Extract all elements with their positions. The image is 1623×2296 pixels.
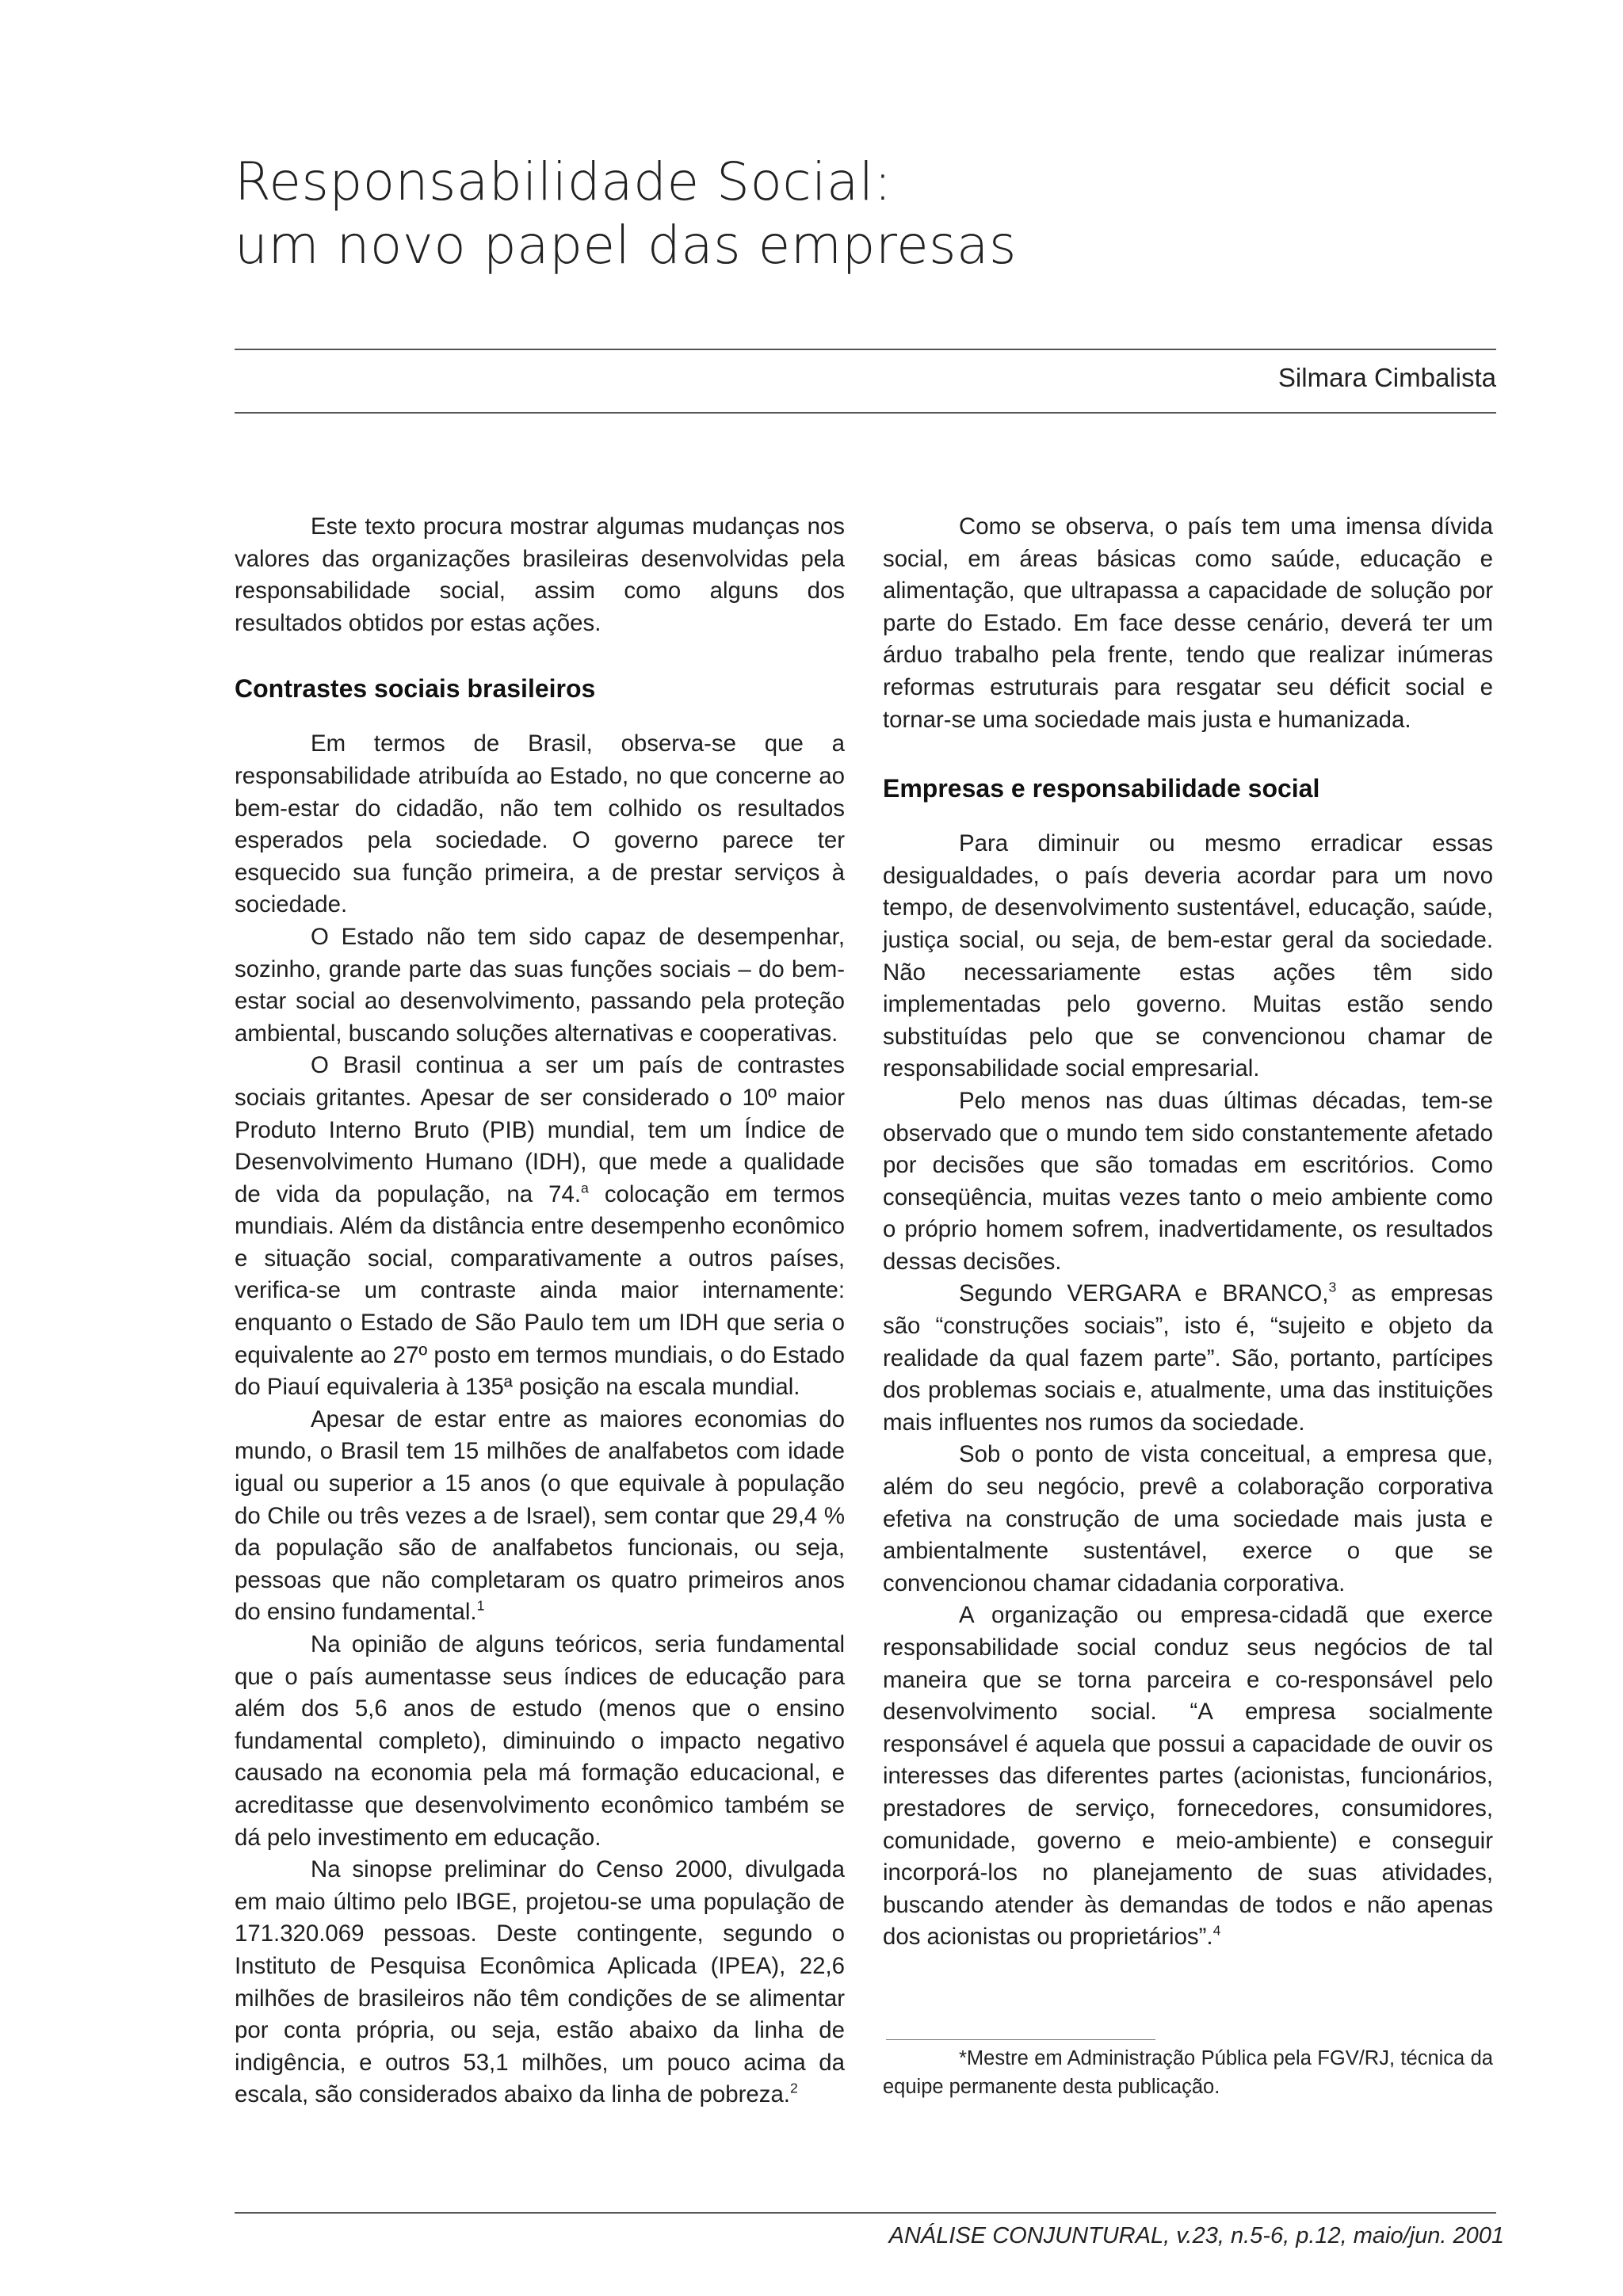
ordinal-superscript: a [580, 1180, 589, 1196]
paragraph-text: as empresas são “construções sociais”, isto é, “sujeito e objeto da realidade da qual fazem parte”. São, portanto, partícipes dos problemas sociais e, atualmente, uma das instituições mais influentes nos rumos da sociedade. [883, 1280, 1494, 1436]
title-line-2: um novo papel das empresas [235, 215, 1017, 276]
footnote-ref: 1 [476, 1597, 485, 1614]
footnote-ref: 2 [789, 2080, 798, 2096]
article-title [235, 151, 1503, 277]
paragraph-text: O Brasil continua a ser um país de contrastes sociais gritantes. Apesar de ser considerado o 10º maior Produto Interno Bruto (PIB) mundial, tem um Índice de Desenvolvimento Humano (IDH), que mede a qualidade de vida da população, na 74. [235, 1052, 845, 1207]
paragraph [235, 1050, 845, 1404]
paragraph-text: A organização ou empresa-cidadã que exerce responsabilidade social conduz seus negócios de tal maneira que se torna parceira e co-responsável pelo desenvolvimento social. “A empresa socialmente responsável é aquela que possui a capacidade de ouvir os interesses das diferentes partes (acionistas, funcionários, prestadores de serviço, fornecedores, consumidores, comunidade, governo e meio-ambiente) e conseguir incorporá-los no planejamento de suas atividades, buscando atender às demandas de todos e não apenas dos acionistas ou proprietários”. [883, 1602, 1493, 1951]
footnote-separator [886, 2039, 1155, 2040]
footnote-ref: 4 [1212, 1922, 1221, 1939]
author-footnote [883, 2044, 1493, 2101]
paragraph [883, 1600, 1493, 1954]
left-column [235, 511, 845, 2111]
paragraph [235, 1854, 845, 2111]
right-column [883, 511, 1493, 1954]
paragraph: Sob o ponto de vista conceitual, a empresa que, além do seu negócio, prevê a colaboração corporativa efetiva na construção de uma sociedade mais justa e ambientalmente sustentável, exerce o que se convencionou chamar cidadania corporativa. [883, 1441, 1493, 1596]
paragraph-text: Apesar de estar entre as maiores economias do mundo, o Brasil tem 15 milhões de analfabetos com idade igual ou superior a 15 anos (o que equivale à população do Chile ou três vezes a de Israel), sem contar que 29,4 % da população são de analfabetos funcionais, ou seja, pessoas que não completaram os quatro primeiros anos do ensino fundamental. [235, 1405, 845, 1626]
footnote-text: *Mestre em Administração Pública pela FGV/RJ, técnica da equipe permanente desta publicação. [883, 2047, 1493, 2098]
paragraph: Para diminuir ou mesmo erradicar essas desigualdades, o país deveria acordar para um novo tempo, de desenvolvimento sustentável, educação, saúde, justiça social, ou seja, de bem-estar geral da sociedade. Não necessariamente estas ações têm sido implementadas pelo governo. Muitas estão sendo substituídas pelo que se convencionou chamar de responsabilidade social empresarial. [883, 830, 1493, 1082]
header-rule-bottom [235, 412, 1496, 414]
title-line-1: Responsabilidade Social: [235, 151, 892, 212]
paragraph-text: Segundo VERGARA e BRANCO, [959, 1280, 1329, 1307]
paragraph-text: colocação em termos mundiais. Além da distância entre desempenho econômico e situação social, comparativamente a outros países, verifica-se um contraste ainda maior internamente: enquanto o Estado de São Paulo tem um IDH que seria o equivalente ao 27º posto em termos mundiais, o do Estado do Piauí equivaleria à 135ª posição na escala mundial. [235, 1180, 845, 1401]
paragraph: Em termos de Brasil, observa-se que a responsabilidade atribuída ao Estado, no que concerne ao bem-estar do cidadão, não tem colhido os resultados esperados pela sociedade. O governo parece ter esquecido sua função primeira, a de prestar serviços à sociedade. [235, 730, 845, 918]
author-name: Silmara Cimbalista [1277, 363, 1496, 392]
section-heading-empresas: Empresas e responsabilidade social [883, 774, 1320, 803]
paragraph: Pelo menos nas duas últimas décadas, tem-se observado que o mundo tem sido constantemente afetado por decisões que são tomadas em escritórios. Como conseqüência, muitas vezes tanto o meio ambiente como o próprio homem sofrem, inadvertidamente, os resultados dessas decisões. [883, 1087, 1493, 1275]
paragraph-text: Na sinopse preliminar do Censo 2000, divulgada em maio último pelo IBGE, projetou-se uma população de 171.320.069 pessoas. Deste contingente, segundo o Instituto de Pesquisa Econômica Aplicada (IPEA), 22,6 milhões de brasileiros não têm condições de se alimentar por conta própria, ou seja, estão abaixo da linha de indigência, e outros 53,1 milhões, um pouco acima da escala, são considerados abaixo da linha de pobreza. [235, 1856, 845, 2108]
paragraph: Como se observa, o país tem uma imensa dívida social, em áreas básicas como saúde, educação e alimentação, que ultrapassa a capacidade de solução por parte do Estado. Em face desse cenário, deverá ter um árduo trabalho pela frente, tendo que realizar inúmeras reformas estruturais para resgatar seu déficit social e tornar-se uma sociedade mais justa e humanizada. [883, 513, 1493, 733]
footnote-ref: 3 [1328, 1280, 1337, 1296]
paragraph: Na opinião de alguns teóricos, seria fundamental que o país aumentasse seus índices de educação para além dos 5,6 anos de estudo (menos que o ensino fundamental completo), diminuindo o impacto negativo causado na economia pela má formação educacional, e acreditasse que desenvolvimento econômico também se dá pelo investimento em educação. [235, 1631, 845, 1851]
journal-citation: ANÁLISE CONJUNTURAL, v.23, n.5-6, p.12, maio/jun. 2001 [888, 2223, 1504, 2248]
header-rule-top [235, 349, 1496, 350]
paragraph [235, 1404, 845, 1629]
section-heading-contrastes: Contrastes sociais brasileiros [235, 674, 596, 704]
footer-rule [235, 2212, 1496, 2214]
paragraph: O Estado não tem sido capaz de desempenhar, sozinho, grande parte das suas funções sociais – do bem-estar social ao desenvolvimento, passando pela proteção ambiental, buscando soluções alternativas e cooperativas. [235, 923, 845, 1047]
intro-paragraph: Este texto procura mostrar algumas mudanças nos valores das organizações brasileiras desenvolvidas pela responsabilidade social, assim como alguns dos resultados obtidos por estas ações. [235, 513, 845, 636]
paragraph [883, 1278, 1493, 1439]
